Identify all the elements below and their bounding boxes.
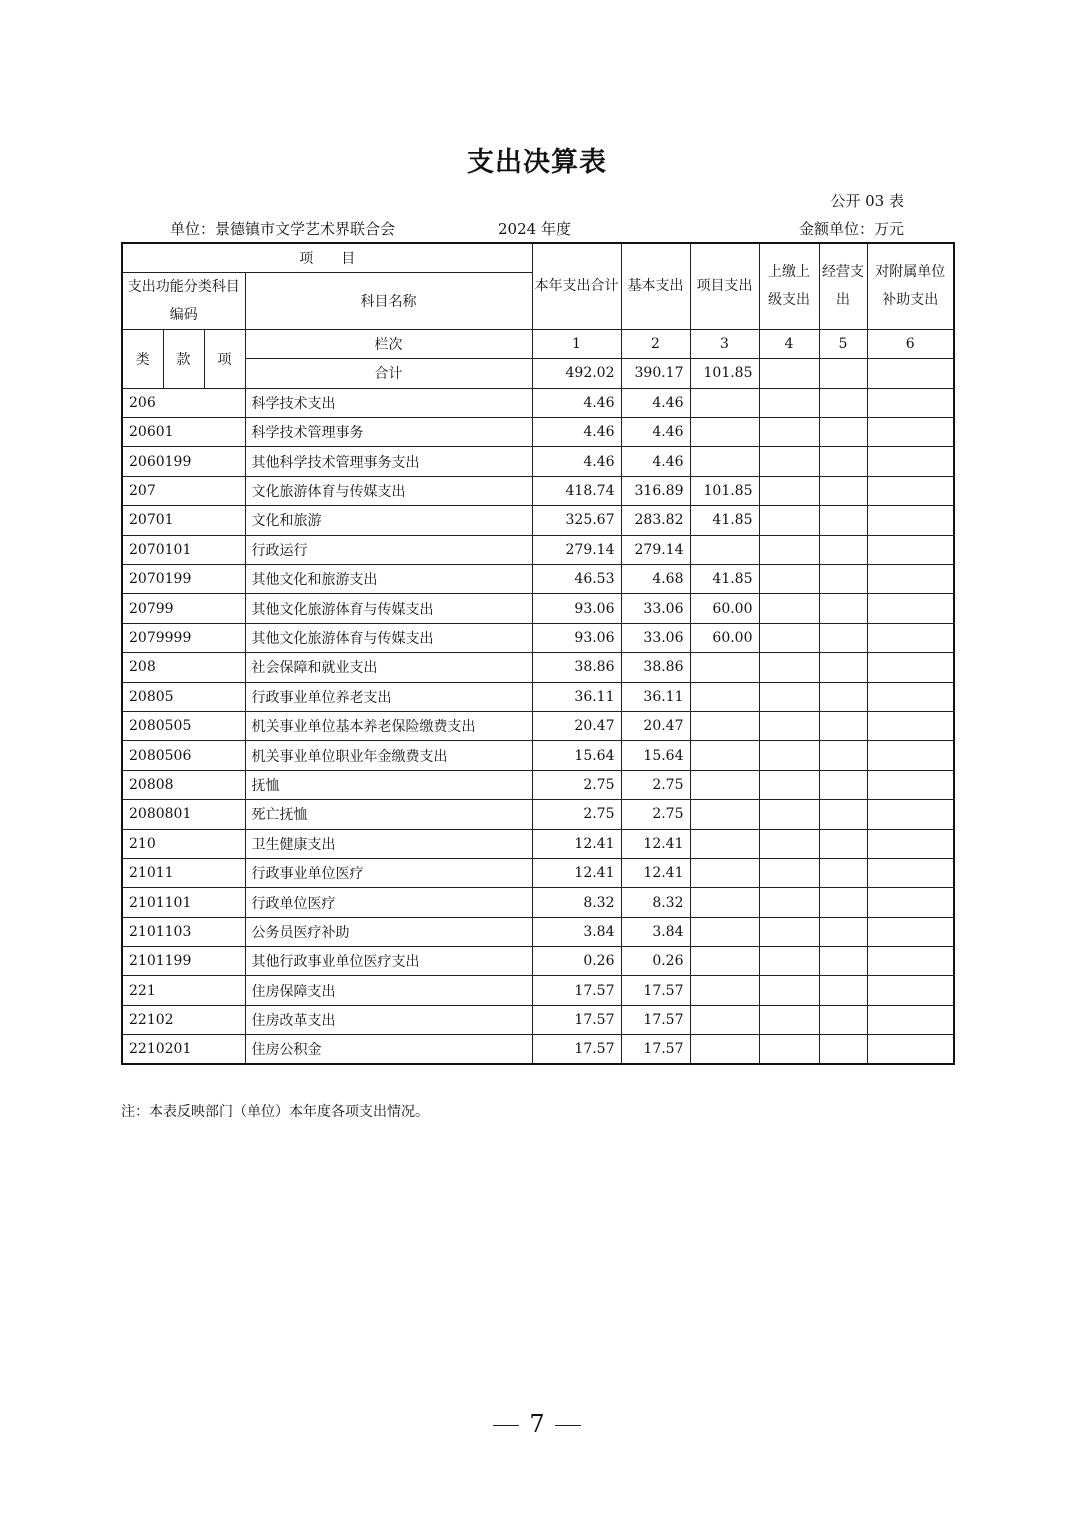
row-subject-name: 其他科学技术管理事务支出 bbox=[245, 447, 532, 476]
row-value-5 bbox=[819, 800, 867, 829]
row-value-4 bbox=[759, 565, 819, 594]
row-value-2: 15.64 bbox=[621, 741, 690, 770]
row-value-1: 20.47 bbox=[532, 711, 621, 740]
table-row bbox=[122, 388, 954, 417]
row-value-4 bbox=[759, 447, 819, 476]
row-value-2: 2.75 bbox=[621, 770, 690, 799]
row-value-4 bbox=[759, 682, 819, 711]
row-value-3 bbox=[690, 829, 759, 858]
row-subject-name: 抚恤 bbox=[245, 770, 532, 799]
reporting-unit: 单位：景德镇市文学艺术界联合会 bbox=[170, 220, 396, 238]
row-value-2: 2.75 bbox=[621, 800, 690, 829]
row-code: 2101103 bbox=[122, 917, 245, 946]
row-code: 2210201 bbox=[122, 1035, 245, 1064]
row-value-1: 46.53 bbox=[532, 565, 621, 594]
row-value-4 bbox=[759, 770, 819, 799]
row-value-6 bbox=[867, 770, 954, 799]
row-code: 20808 bbox=[122, 770, 245, 799]
row-value-3 bbox=[690, 888, 759, 917]
row-value-6 bbox=[867, 535, 954, 564]
row-code: 2080505 bbox=[122, 711, 245, 740]
row-value-3: 60.00 bbox=[690, 623, 759, 652]
header-row-1 bbox=[122, 243, 954, 272]
total-label: 合计 bbox=[245, 359, 532, 388]
row-value-5 bbox=[819, 858, 867, 887]
row-value-5 bbox=[819, 1005, 867, 1034]
row-value-2: 0.26 bbox=[621, 947, 690, 976]
row-value-5 bbox=[819, 888, 867, 917]
row-value-2: 4.46 bbox=[621, 447, 690, 476]
row-value-6 bbox=[867, 594, 954, 623]
row-value-3 bbox=[690, 711, 759, 740]
table-row bbox=[122, 1005, 954, 1034]
row-value-5 bbox=[819, 594, 867, 623]
page-number bbox=[0, 1410, 1074, 1438]
expenditure-table bbox=[121, 242, 955, 1065]
row-value-6 bbox=[867, 653, 954, 682]
row-code: 20701 bbox=[122, 506, 245, 535]
row-value-6 bbox=[867, 565, 954, 594]
table-row bbox=[122, 800, 954, 829]
total-value-2: 390.17 bbox=[621, 359, 690, 388]
row-value-3 bbox=[690, 947, 759, 976]
header-row-3 bbox=[122, 329, 954, 358]
row-value-5 bbox=[819, 1035, 867, 1064]
row-value-6 bbox=[867, 741, 954, 770]
col-num-1: 1 bbox=[532, 329, 621, 358]
project-header: 项 目 bbox=[122, 243, 532, 272]
row-value-1: 8.32 bbox=[532, 888, 621, 917]
row-subject-name: 死亡抚恤 bbox=[245, 800, 532, 829]
row-value-1: 93.06 bbox=[532, 594, 621, 623]
row-subject-name: 行政事业单位医疗 bbox=[245, 858, 532, 887]
page-title: 支出决算表 bbox=[467, 147, 607, 178]
row-value-1: 325.67 bbox=[532, 506, 621, 535]
row-value-3 bbox=[690, 1005, 759, 1034]
col-header-5: 经营支出 bbox=[819, 243, 867, 329]
row-code: 20601 bbox=[122, 418, 245, 447]
row-value-5 bbox=[819, 506, 867, 535]
row-value-2: 17.57 bbox=[621, 976, 690, 1005]
row-value-3 bbox=[690, 1035, 759, 1064]
row-code: 2070101 bbox=[122, 535, 245, 564]
row-value-3 bbox=[690, 418, 759, 447]
row-value-2: 33.06 bbox=[621, 594, 690, 623]
row-value-4 bbox=[759, 829, 819, 858]
row-code: 2080506 bbox=[122, 741, 245, 770]
row-value-1: 12.41 bbox=[532, 829, 621, 858]
row-value-3 bbox=[690, 682, 759, 711]
total-value-4 bbox=[759, 359, 819, 388]
row-value-3: 41.85 bbox=[690, 565, 759, 594]
row-code: 210 bbox=[122, 829, 245, 858]
table-row bbox=[122, 594, 954, 623]
row-value-4 bbox=[759, 594, 819, 623]
table-row bbox=[122, 682, 954, 711]
row-value-2: 4.68 bbox=[621, 565, 690, 594]
col-num-6: 6 bbox=[867, 329, 954, 358]
row-subject-name: 其他文化和旅游支出 bbox=[245, 565, 532, 594]
row-value-5 bbox=[819, 682, 867, 711]
dash-right bbox=[555, 1425, 581, 1426]
row-value-3: 60.00 bbox=[690, 594, 759, 623]
row-value-2: 38.86 bbox=[621, 653, 690, 682]
row-value-4 bbox=[759, 947, 819, 976]
row-value-4 bbox=[759, 711, 819, 740]
row-value-5 bbox=[819, 476, 867, 505]
row-value-6 bbox=[867, 623, 954, 652]
row-value-1: 12.41 bbox=[532, 858, 621, 887]
table-row bbox=[122, 506, 954, 535]
table-row bbox=[122, 741, 954, 770]
table-note: 注：本表反映部门（单位）本年度各项支出情况。 bbox=[121, 1104, 429, 1120]
row-code: 22102 bbox=[122, 1005, 245, 1034]
row-subject-name: 卫生健康支出 bbox=[245, 829, 532, 858]
total-value-1: 492.02 bbox=[532, 359, 621, 388]
row-value-4 bbox=[759, 506, 819, 535]
col-num-3: 3 bbox=[690, 329, 759, 358]
row-value-1: 2.75 bbox=[532, 770, 621, 799]
row-value-4 bbox=[759, 388, 819, 417]
col-header-1: 本年支出合计 bbox=[532, 243, 621, 329]
row-value-5 bbox=[819, 418, 867, 447]
row-code: 2101199 bbox=[122, 947, 245, 976]
row-code: 2080801 bbox=[122, 800, 245, 829]
row-value-6 bbox=[867, 418, 954, 447]
row-value-5 bbox=[819, 447, 867, 476]
row-value-6 bbox=[867, 1005, 954, 1034]
row-value-3 bbox=[690, 388, 759, 417]
row-subject-name: 文化旅游体育与传媒支出 bbox=[245, 476, 532, 505]
row-value-5 bbox=[819, 623, 867, 652]
row-value-5 bbox=[819, 770, 867, 799]
row-code: 2060199 bbox=[122, 447, 245, 476]
row-subject-name: 社会保障和就业支出 bbox=[245, 653, 532, 682]
row-value-3 bbox=[690, 770, 759, 799]
row-value-2: 12.41 bbox=[621, 858, 690, 887]
row-code: 208 bbox=[122, 653, 245, 682]
row-value-3: 101.85 bbox=[690, 476, 759, 505]
row-value-3 bbox=[690, 447, 759, 476]
row-value-1: 4.46 bbox=[532, 447, 621, 476]
row-value-6 bbox=[867, 947, 954, 976]
row-code: 221 bbox=[122, 976, 245, 1005]
row-code: 2070199 bbox=[122, 565, 245, 594]
table-row bbox=[122, 623, 954, 652]
table-row bbox=[122, 711, 954, 740]
row-value-6 bbox=[867, 711, 954, 740]
row-value-1: 4.46 bbox=[532, 418, 621, 447]
row-value-6 bbox=[867, 888, 954, 917]
row-value-6 bbox=[867, 447, 954, 476]
row-subject-name: 文化和旅游 bbox=[245, 506, 532, 535]
total-value-3: 101.85 bbox=[690, 359, 759, 388]
row-value-3 bbox=[690, 858, 759, 887]
row-value-3 bbox=[690, 917, 759, 946]
row-subject-name: 科学技术管理事务 bbox=[245, 418, 532, 447]
col-header-3: 项目支出 bbox=[690, 243, 759, 329]
row-value-1: 418.74 bbox=[532, 476, 621, 505]
row-subject-name: 其他文化旅游体育与传媒支出 bbox=[245, 594, 532, 623]
row-value-3 bbox=[690, 535, 759, 564]
row-value-4 bbox=[759, 917, 819, 946]
table-row bbox=[122, 947, 954, 976]
row-value-2: 8.32 bbox=[621, 888, 690, 917]
row-value-6 bbox=[867, 829, 954, 858]
row-value-5 bbox=[819, 829, 867, 858]
row-value-1: 0.26 bbox=[532, 947, 621, 976]
row-value-2: 12.41 bbox=[621, 829, 690, 858]
row-value-2: 20.47 bbox=[621, 711, 690, 740]
row-value-1: 15.64 bbox=[532, 741, 621, 770]
row-code: 207 bbox=[122, 476, 245, 505]
row-value-2: 36.11 bbox=[621, 682, 690, 711]
subject-name-header: 科目名称 bbox=[245, 272, 532, 329]
col-num-4: 4 bbox=[759, 329, 819, 358]
total-value-5 bbox=[819, 359, 867, 388]
row-value-1: 93.06 bbox=[532, 623, 621, 652]
xiang-header: 项 bbox=[204, 329, 245, 388]
row-value-4 bbox=[759, 741, 819, 770]
row-code: 20799 bbox=[122, 594, 245, 623]
row-value-4 bbox=[759, 653, 819, 682]
row-subject-name: 行政单位医疗 bbox=[245, 888, 532, 917]
row-value-4 bbox=[759, 1005, 819, 1034]
col-header-4: 上缴上级支出 bbox=[759, 243, 819, 329]
row-code: 2079999 bbox=[122, 623, 245, 652]
table-row bbox=[122, 858, 954, 887]
row-value-6 bbox=[867, 800, 954, 829]
row-value-1: 2.75 bbox=[532, 800, 621, 829]
row-value-6 bbox=[867, 506, 954, 535]
page-number-text: 7 bbox=[529, 1410, 545, 1438]
col-header-6: 对附属单位补助支出 bbox=[867, 243, 954, 329]
row-value-4 bbox=[759, 800, 819, 829]
col-num-5: 5 bbox=[819, 329, 867, 358]
kuan-header: 款 bbox=[163, 329, 204, 388]
table-row bbox=[122, 770, 954, 799]
row-value-2: 316.89 bbox=[621, 476, 690, 505]
row-value-2: 3.84 bbox=[621, 917, 690, 946]
row-subject-name: 机关事业单位基本养老保险缴费支出 bbox=[245, 711, 532, 740]
lanci-label: 栏次 bbox=[245, 329, 532, 358]
lei-header: 类 bbox=[122, 329, 163, 388]
form-number: 公开 03 表 bbox=[830, 192, 904, 210]
row-value-2: 283.82 bbox=[621, 506, 690, 535]
row-subject-name: 其他行政事业单位医疗支出 bbox=[245, 947, 532, 976]
row-value-2: 4.46 bbox=[621, 388, 690, 417]
row-value-4 bbox=[759, 1035, 819, 1064]
row-value-6 bbox=[867, 858, 954, 887]
row-code: 20805 bbox=[122, 682, 245, 711]
row-code: 21011 bbox=[122, 858, 245, 887]
row-value-3: 41.85 bbox=[690, 506, 759, 535]
col-num-2: 2 bbox=[621, 329, 690, 358]
row-value-6 bbox=[867, 476, 954, 505]
table-row bbox=[122, 447, 954, 476]
code-group-header: 支出功能分类科目编码 bbox=[122, 272, 245, 329]
total-row bbox=[122, 359, 954, 388]
row-value-6 bbox=[867, 976, 954, 1005]
row-value-1: 3.84 bbox=[532, 917, 621, 946]
row-value-5 bbox=[819, 741, 867, 770]
table-row bbox=[122, 418, 954, 447]
row-subject-name: 住房改革支出 bbox=[245, 1005, 532, 1034]
row-value-1: 17.57 bbox=[532, 976, 621, 1005]
table-row bbox=[122, 565, 954, 594]
row-value-2: 4.46 bbox=[621, 418, 690, 447]
row-subject-name: 科学技术支出 bbox=[245, 388, 532, 417]
row-value-5 bbox=[819, 565, 867, 594]
table-row bbox=[122, 476, 954, 505]
table-row bbox=[122, 1035, 954, 1064]
row-value-1: 17.57 bbox=[532, 1035, 621, 1064]
row-subject-name: 行政事业单位养老支出 bbox=[245, 682, 532, 711]
table-row bbox=[122, 888, 954, 917]
total-value-6 bbox=[867, 359, 954, 388]
row-subject-name: 机关事业单位职业年金缴费支出 bbox=[245, 741, 532, 770]
row-code: 2101101 bbox=[122, 888, 245, 917]
row-value-4 bbox=[759, 535, 819, 564]
row-value-5 bbox=[819, 653, 867, 682]
row-value-1: 36.11 bbox=[532, 682, 621, 711]
dash-left bbox=[493, 1425, 519, 1426]
table-row bbox=[122, 653, 954, 682]
row-value-4 bbox=[759, 418, 819, 447]
row-subject-name: 其他文化旅游体育与传媒支出 bbox=[245, 623, 532, 652]
row-value-3 bbox=[690, 653, 759, 682]
row-value-4 bbox=[759, 888, 819, 917]
row-value-6 bbox=[867, 388, 954, 417]
row-value-5 bbox=[819, 535, 867, 564]
row-value-1: 4.46 bbox=[532, 388, 621, 417]
row-subject-name: 公务员医疗补助 bbox=[245, 917, 532, 946]
fiscal-year: 2024 年度 bbox=[498, 220, 571, 238]
row-subject-name: 住房保障支出 bbox=[245, 976, 532, 1005]
row-value-2: 279.14 bbox=[621, 535, 690, 564]
row-value-6 bbox=[867, 917, 954, 946]
row-value-3 bbox=[690, 976, 759, 1005]
row-value-3 bbox=[690, 741, 759, 770]
row-value-5 bbox=[819, 947, 867, 976]
row-subject-name: 行政运行 bbox=[245, 535, 532, 564]
row-value-5 bbox=[819, 976, 867, 1005]
money-unit: 金额单位：万元 bbox=[798, 220, 904, 238]
table-row bbox=[122, 917, 954, 946]
row-value-3 bbox=[690, 800, 759, 829]
row-value-6 bbox=[867, 682, 954, 711]
table-row bbox=[122, 535, 954, 564]
row-value-2: 17.57 bbox=[621, 1035, 690, 1064]
row-value-1: 17.57 bbox=[532, 1005, 621, 1034]
row-value-2: 17.57 bbox=[621, 1005, 690, 1034]
row-value-2: 33.06 bbox=[621, 623, 690, 652]
row-value-1: 38.86 bbox=[532, 653, 621, 682]
row-value-4 bbox=[759, 858, 819, 887]
row-value-6 bbox=[867, 1035, 954, 1064]
row-value-4 bbox=[759, 476, 819, 505]
row-value-1: 279.14 bbox=[532, 535, 621, 564]
table-row bbox=[122, 976, 954, 1005]
row-value-5 bbox=[819, 711, 867, 740]
col-header-2: 基本支出 bbox=[621, 243, 690, 329]
row-value-5 bbox=[819, 917, 867, 946]
row-value-4 bbox=[759, 623, 819, 652]
row-subject-name: 住房公积金 bbox=[245, 1035, 532, 1064]
row-value-5 bbox=[819, 388, 867, 417]
table-row bbox=[122, 829, 954, 858]
row-value-4 bbox=[759, 976, 819, 1005]
row-code: 206 bbox=[122, 388, 245, 417]
